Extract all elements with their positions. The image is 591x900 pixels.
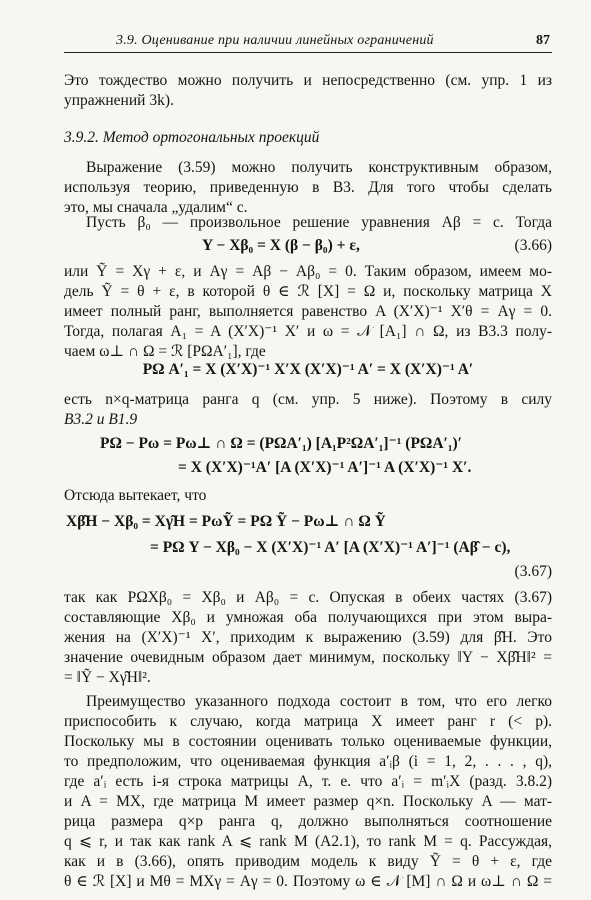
text-line: Поскольку мы в состоянии оценивать только оцениваемые функции, — [64, 733, 552, 750]
text-line: упражнений 3k). — [64, 92, 174, 109]
text-line: B3.2 и B1.9 — [64, 411, 138, 428]
display-equation: Xβ̂H − Xβ₀ = Xγ̂H = PωỸ = PΩ Ỹ − Pω⊥ ∩ Ω Ỹ — [66, 513, 386, 530]
text-line: приспособить к случаю, когда матрица X имеет ранг r (< p). — [64, 713, 552, 730]
page-number: 87 — [536, 33, 550, 48]
text-line: есть n×q-матрица ранга q (см. упр. 5 ниже). Поэтому в силу — [64, 391, 552, 408]
text-line: q ⩽ r, и так как rank A ⩽ rank M (A2.1), то rank M = q. Рассуждая, — [64, 833, 552, 850]
text-line: чаем ω⊥ ∩ Ω = ℛ [PΩA′₁], где — [64, 343, 266, 360]
text-line: или Ỹ = Xγ + ε, и Aγ = Aβ − Aβ₀ = 0. Таким образом, имеем мо- — [64, 263, 552, 280]
text-line: составляющие Xβ₀ и умножая оба получающихся при этом выра- — [64, 609, 552, 626]
display-equation: PΩ A′₁ = X (X′X)⁻¹ X′X (X′X)⁻¹ A′ = X (X′X)⁻¹ A′ — [142, 361, 474, 378]
text-line: Это тождество можно получить и непосредственно (см. упр. 1 из — [64, 72, 552, 89]
section-heading: 3.9.2. Метод ортогональных проекций — [64, 129, 320, 146]
text-line: и A = MX, где матрица M имеет размер q×n. Поскольку A — мат- — [64, 793, 552, 810]
text-line: это, мы сначала „удалим“ c. — [64, 199, 248, 216]
text-line: так как PΩXβ₀ = Xβ₀ и Aβ₀ = c. Опуская в обеих частях (3.67) — [64, 589, 552, 606]
display-equation: = X (X′X)⁻¹A′ [A (X′X)⁻¹ A′]⁻¹ A (X′X)⁻¹ X′. — [178, 459, 472, 476]
text-line: как и в (3.66), опять приводим модель к виду Ỹ = θ + ε, где — [64, 853, 552, 870]
text-line: Выражение (3.59) можно получить конструктивным образом, — [86, 159, 552, 176]
text-line: = ‖Ỹ − Xγ̂H‖². — [64, 669, 151, 686]
equation-body: Y − Xβ₀ = X (β − β₀) + ε, — [202, 237, 360, 254]
page-header — [64, 30, 552, 53]
text-line: то предположим, что оцениваемая функция a′ᵢβ (i = 1, 2, . . . , q), — [64, 753, 552, 770]
text-line: θ ∈ ℛ [X] и Mθ = MXγ = Aγ = 0. Поэтому ω ∈ 𝒩 [M] ∩ Ω и ω⊥ ∩ Ω = — [64, 873, 552, 890]
equation-number: (3.67) — [514, 563, 552, 580]
text-line: где a′ᵢ есть i-я строка матрицы A, т. е. что a′ᵢ = m′ᵢX (разд. 3.8.2) — [64, 773, 552, 790]
text-line: Пусть β₀ — произвольное решение уравнения Aβ = c. Тогда — [86, 214, 552, 231]
text-line: используя теорию, приведенную в B3. Для того чтобы сделать — [64, 179, 552, 196]
text-line: значение очевидным образом дает минимум, поскольку ‖Y − Xβ̂H‖² = — [64, 649, 552, 666]
running-title: 3.9. Оценивание при наличии линейных ограничений — [116, 33, 434, 48]
display-equation: PΩ − Pω = Pω⊥ ∩ Ω = (PΩA′₁) [A₁P²ΩA′₁]⁻¹ (PΩA′₁)′ — [100, 435, 463, 452]
text-line: дель Ỹ = θ + ε, в которой θ ∈ ℛ [X] = Ω и, поскольку матрица X — [64, 283, 552, 300]
text-line: имеет полный ранг, выполняется равенство A (X′X)⁻¹ X′θ = Aγ = 0. — [64, 303, 552, 320]
equation-number: (3.66) — [514, 237, 552, 254]
text-line: Отсюда вытекает, что — [64, 487, 207, 504]
text-line: Преимущество указанного подхода состоит в том, что его легко — [86, 693, 552, 710]
text-line: жения на (X′X)⁻¹ X′, приходим к выражению (3.59) для β̂H. Это — [64, 629, 552, 646]
display-equation: = PΩ Y − Xβ₀ − X (X′X)⁻¹ A′ [A (X′X)⁻¹ A′]⁻¹ (Aβ̂ − c), — [150, 539, 511, 556]
text-line: Тогда, полагая A₁ = A (X′X)⁻¹ X′ и ω = 𝒩 [A₁] ∩ Ω, из B3.3 полу- — [64, 323, 552, 340]
text-line: рица размера q×p ранга q, должно выполняться соотношение — [64, 813, 552, 830]
